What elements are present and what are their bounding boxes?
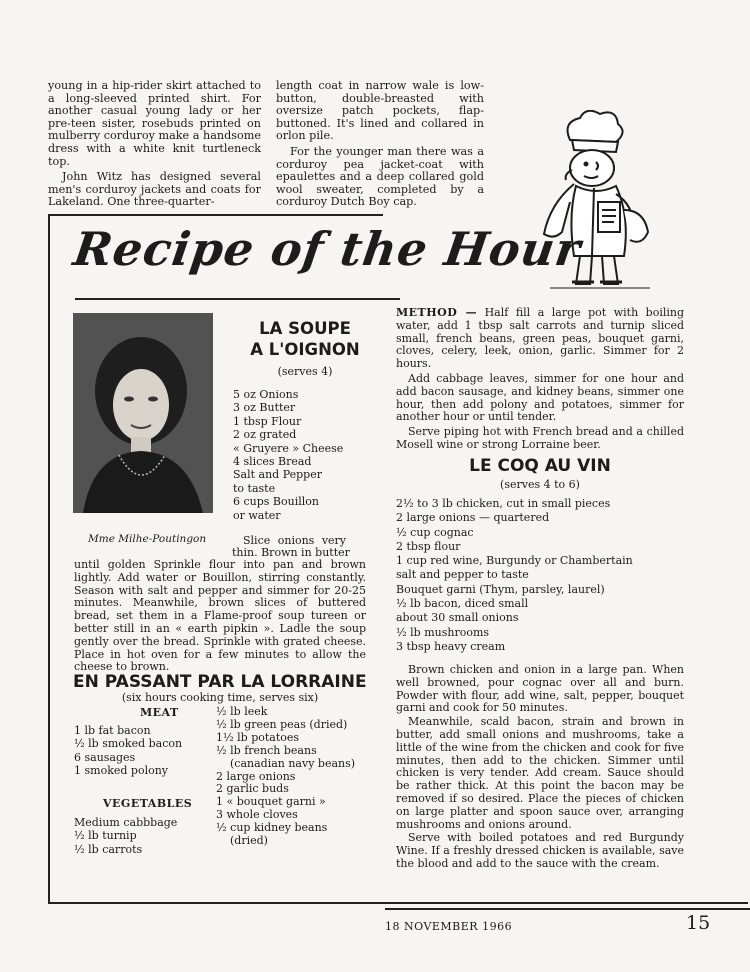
box-bottom-rule — [48, 902, 748, 904]
coq-ingredients — [396, 497, 686, 654]
lorraine-ingredient: ½ lb leek — [216, 705, 268, 718]
soupe-ingredient: « Gruyere » Cheese — [233, 441, 344, 455]
vegetable-item: Medium cabbbage — [74, 816, 178, 829]
box-top-rule — [48, 214, 383, 216]
soupe-ingredient: 5 oz Onions — [233, 388, 299, 401]
coq-ingredient: 1 cup red wine, Burgundy or Chambertain — [396, 554, 633, 568]
lorraine-ingredients-col2 — [216, 706, 376, 848]
top-left-column — [48, 80, 261, 209]
photo-caption: Mme Milhe-Poutingon — [88, 533, 207, 545]
vegetables-list — [74, 816, 224, 856]
coq-ingredient: 2 tbsp flour — [396, 539, 461, 553]
soupe-title-line2: A L'OIGNON — [250, 340, 360, 359]
coq-title: LE COQ AU VIN — [469, 456, 611, 476]
coq-method-paragraph: Brown chicken and onion in a large pan. When well browned, pour cognac over all and burn. Powder with flour, add wine, salt, pepper, bouquet garni and cook for 50 minutes. — [396, 663, 684, 715]
meat-list — [74, 724, 224, 778]
lorraine-method-paragraph: METHOD — Half fill a large pot with boiling water, add 1 tbsp salt carrots and turnip sliced small, french beans, green peas, bouquet garni, cloves, celery, leek, onion, garlic. Simmer for 2 hours. — [396, 306, 684, 371]
title-underline — [75, 298, 400, 300]
coq-serves: (serves 4 to 6) — [500, 478, 580, 491]
soupe-method-start-2: thin. Brown in butter — [232, 546, 350, 559]
lorraine-ingredient: 1 « bouquet garni » — [216, 795, 326, 809]
lorraine-method-paragraph: Serve piping hot with French bread and a chilled Mosell wine or strong Lorraine beer. — [396, 425, 684, 451]
soupe-method-start: Slice onions very — [243, 534, 347, 547]
coq-ingredient: 3 tbsp heavy cream — [396, 639, 506, 653]
method-label: METHOD — — [396, 306, 478, 319]
page-number: 15 — [686, 912, 711, 934]
soupe-ingredient: 1 tbsp Flour — [233, 414, 302, 428]
soupe-ingredient: 3 oz Butter — [233, 401, 296, 415]
soupe-ingredients — [233, 388, 383, 522]
vegetable-item: ½ lb carrots — [74, 842, 143, 856]
lorraine-ingredient: 3 whole cloves — [216, 808, 298, 822]
soupe-ingredient: Salt and Pepper — [233, 468, 322, 482]
lorraine-title: EN PASSANT PAR LA LORRAINE — [73, 672, 367, 692]
lorraine-ingredient: (dried) — [230, 834, 268, 848]
coq-ingredient: Bouquet garni (Thym, parsley, laurel) — [396, 582, 605, 596]
coq-ingredient: salt and pepper to taste — [396, 568, 529, 582]
meat-item: 1 lb fat bacon — [74, 724, 151, 737]
vegetables-heading: VEGETABLES — [103, 797, 193, 810]
top-right-paragraph-2: For the younger man there was a corduroy pea jacket-coat with epaulettes and a deep collared gold wool sweater, completed by a corduroy Dutch Boy cap. — [276, 144, 484, 209]
issue-date: 18 NOVEMBER 1966 — [385, 920, 513, 933]
coq-method — [396, 664, 684, 871]
lorraine-ingredient: 1½ lb potatoes — [216, 730, 300, 744]
coq-method-paragraph: Meanwhile, scald bacon, strain and brown in butter, add small onions and mushrooms, take a little of the wine from the chicken and cook for five minutes, then add to the chicken. Simmer until chicken is very tender. Add cream. Sauce should be rather thick. At this point the bacon may be removed if so desired. Place the pieces of chicken on large platter and spoon sauce over, arranging mushrooms and onions around. — [396, 715, 684, 831]
lorraine-ingredient: 2 large onions — [216, 769, 296, 783]
portrait-photo — [73, 313, 213, 513]
footer-rule — [385, 908, 750, 910]
section-title: Recipe of the Hour — [70, 222, 585, 276]
soupe-ingredient: or water — [233, 508, 281, 522]
soupe-ingredient: to taste — [233, 481, 276, 495]
lorraine-subtitle: (six hours cooking time, serves six) — [121, 691, 319, 704]
soupe-method: until golden Sprinkle flour into pan and brown lightly. Add water or Bouillon, stirring constantly. Season with salt and pepper and simmer for 20-25 minutes. Meanwhile, brown slices of buttered bread, set them in a Flame-proof soup tureen or better still in an « earth pipkin ». Ladle the soup gently over the bread. Sprinkle with grated cheese. Place in hot oven for a few minutes to allow the cheese to brown. — [74, 558, 366, 674]
meat-item: 1 smoked polony — [74, 764, 169, 778]
meat-heading: MEAT — [140, 706, 179, 719]
lorraine-method-paragraph: Add cabbage leaves, simmer for one hour and add bacon sausage, and kidney beans, simmer one hour, then add polony and potatoes, simmer for another hour or until tender. — [396, 371, 684, 424]
lorraine-ingredient: (canadian navy beans) — [230, 756, 356, 770]
coq-ingredient: 2 large onions — quartered — [396, 511, 550, 525]
soupe-title-line1: LA SOUPE — [259, 319, 351, 338]
top-left-paragraph-2: John Witz has designed several men's corduroy jackets and coats for Lakeland. One three-quarter- — [48, 170, 261, 209]
top-right-paragraph-1: length coat in narrow wale is low-button, double-breasted with oversize patch pockets, flap-buttoned. It's lined and collared in orlon pile. — [276, 79, 484, 143]
coq-ingredient: ½ lb mushrooms — [396, 625, 490, 639]
lorraine-ingredient: ½ lb green peas (dried) — [216, 717, 348, 731]
top-left-paragraph-1: young in a hip-rider skirt attached to a long-sleeved printed shirt. For another casual young lady or her pre-teen sister, rosebuds printed on mulberry corduroy make a handsome dress with a white knit turtleneck top. — [48, 79, 261, 168]
lorraine-ingredient: 2 garlic buds — [216, 782, 289, 796]
lorraine-ingredient: ½ lb french beans — [216, 743, 317, 757]
top-right-column — [276, 80, 484, 209]
coq-ingredient: ½ lb bacon, diced small — [396, 597, 529, 611]
lorraine-method — [396, 307, 684, 452]
vegetable-item: ½ lb turnip — [74, 829, 137, 843]
soupe-ingredient: 2 oz grated — [233, 428, 297, 442]
lorraine-ingredient: ½ cup kidney beans — [216, 821, 328, 835]
soupe-serves: (serves 4) — [277, 365, 333, 378]
coq-method-paragraph: Serve with boiled potatoes and red Burgundy Wine. If a freshly dressed chicken is available, save the blood and add to the sauce with the cream. — [396, 831, 684, 870]
coq-ingredient: about 30 small onions — [396, 611, 519, 625]
meat-item: ½ lb smoked bacon — [74, 737, 183, 751]
soupe-ingredient: 4 slices Bread — [233, 455, 312, 469]
coq-ingredient: 2½ to 3 lb chicken, cut in small pieces — [396, 497, 611, 510]
box-left-rule — [48, 214, 50, 904]
meat-item: 6 sausages — [74, 750, 136, 764]
coq-ingredient: ½ cup cognac — [396, 525, 474, 539]
soupe-ingredient: 6 cups Bouillon — [233, 495, 319, 509]
